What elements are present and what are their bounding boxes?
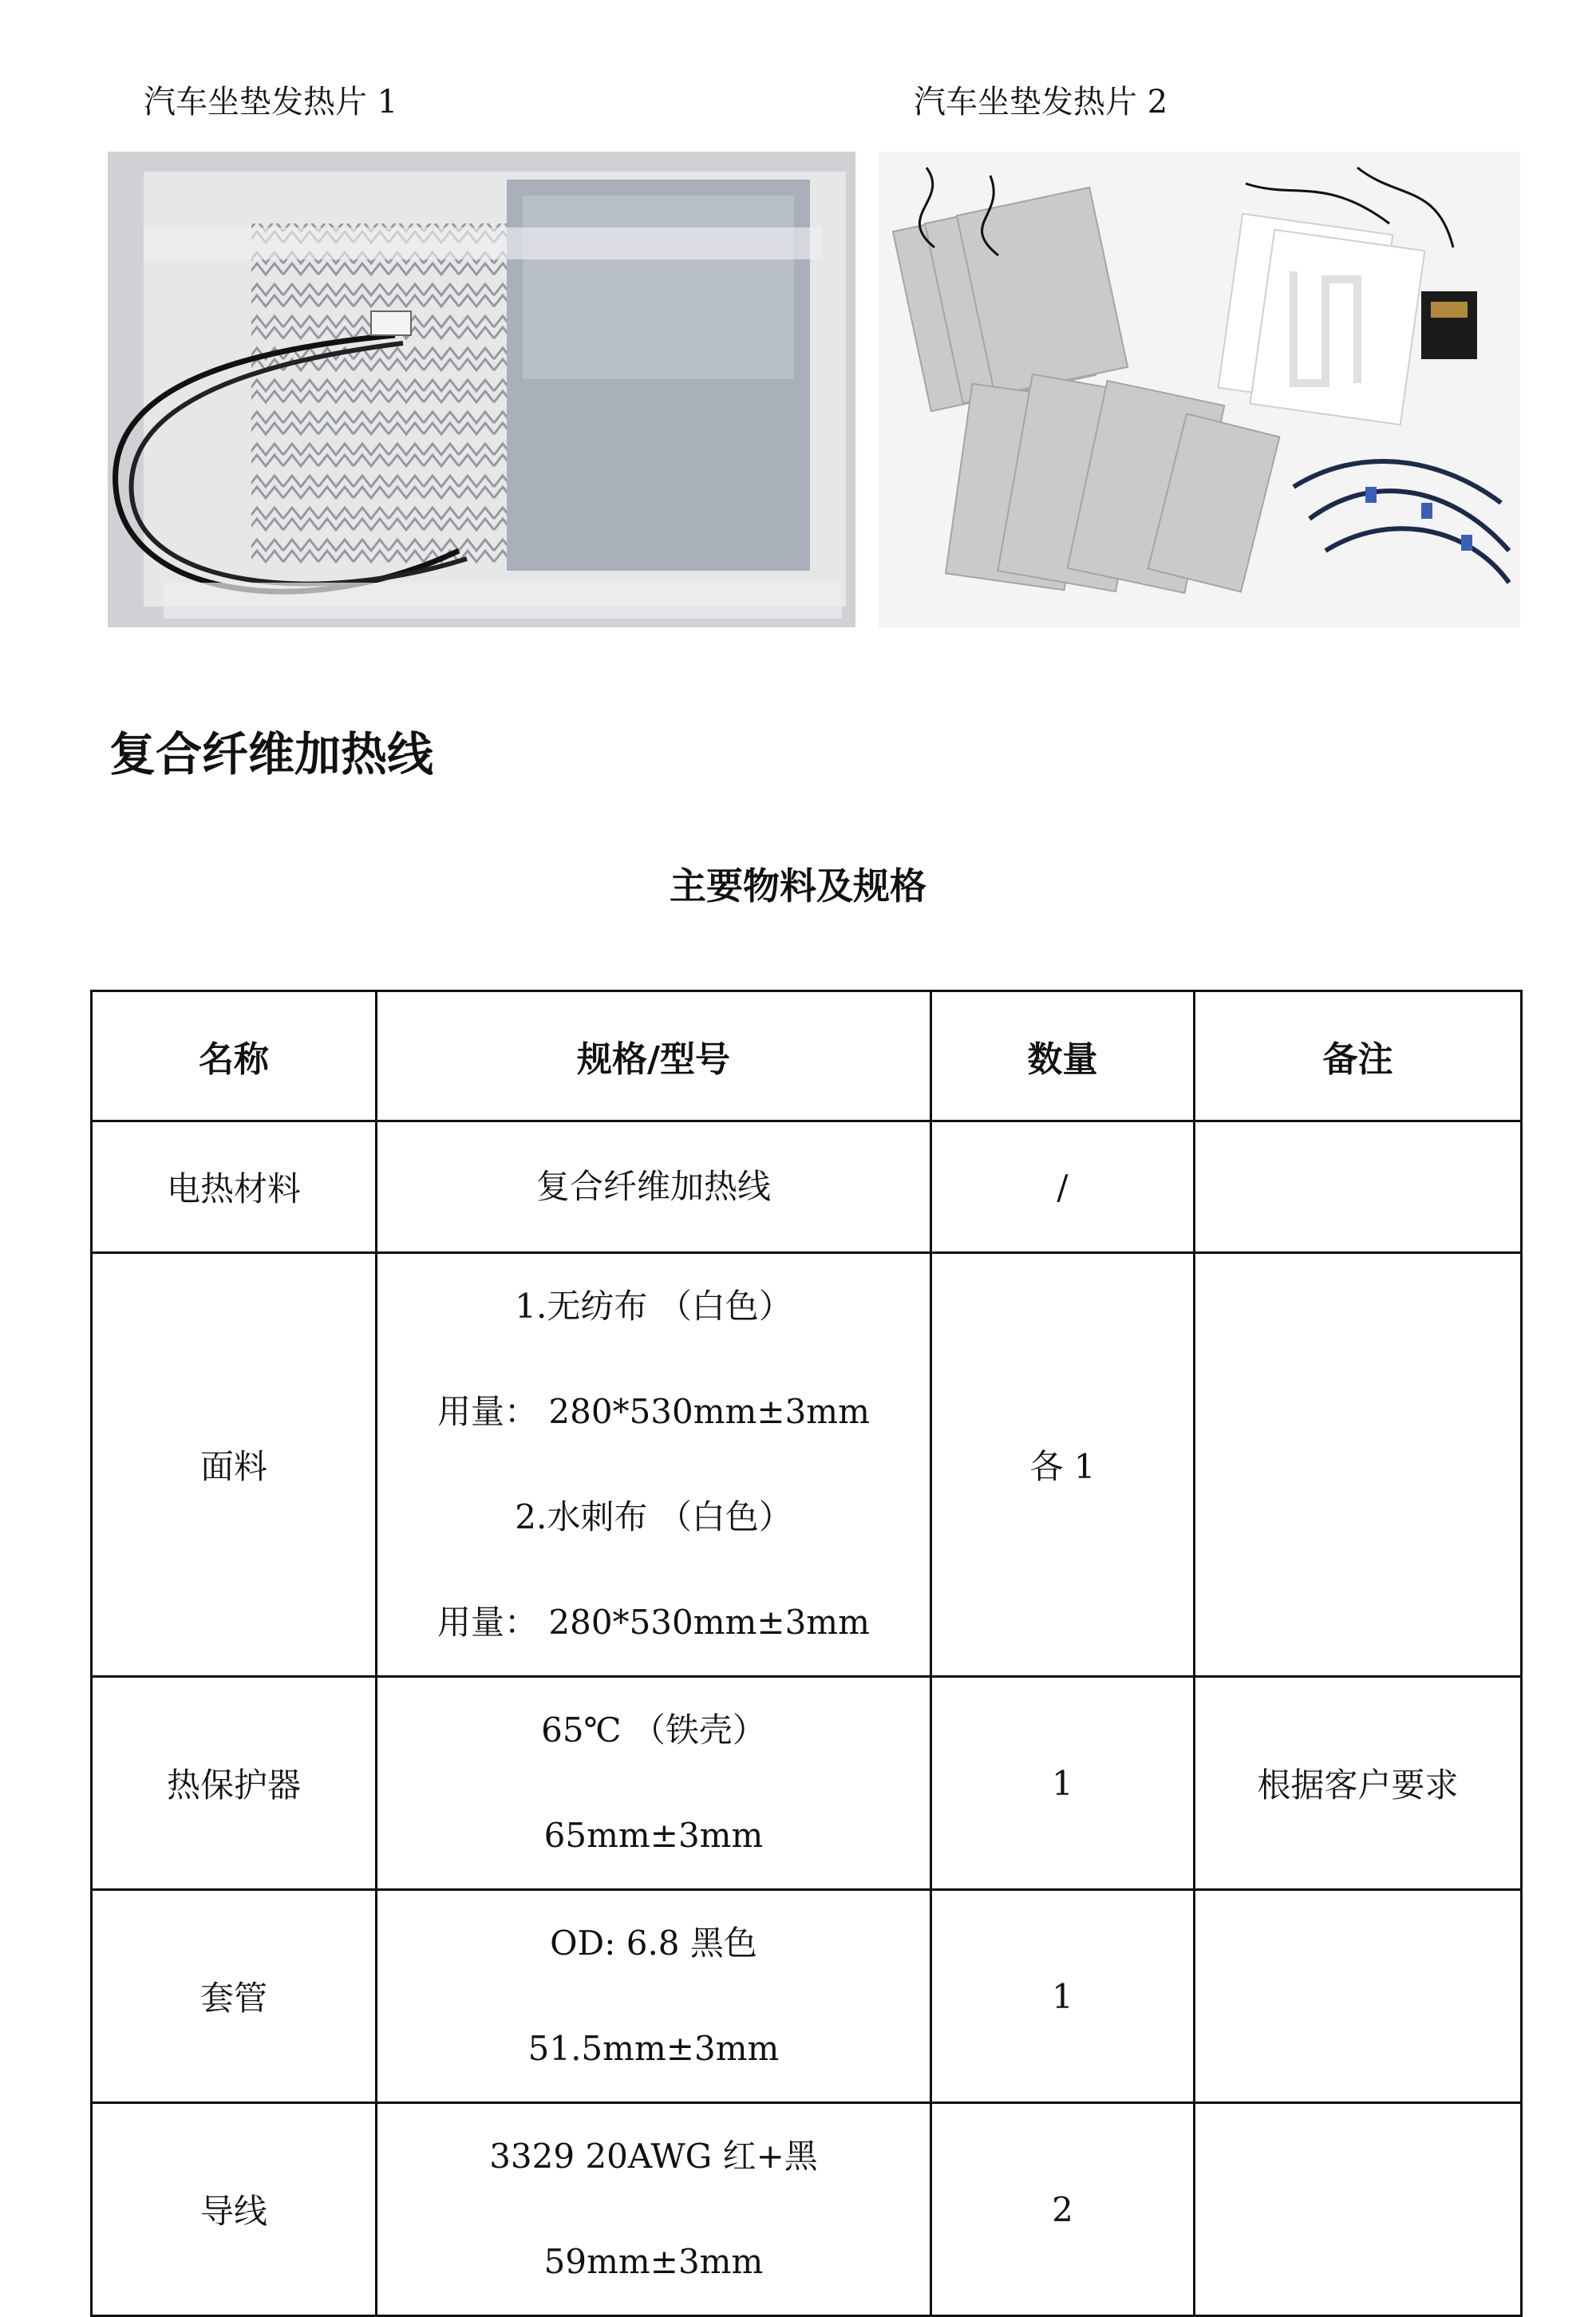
cell-note bbox=[1195, 1253, 1522, 1677]
spec-line: 65℃ （铁壳） bbox=[541, 1710, 766, 1750]
table-row bbox=[92, 1890, 1522, 2103]
section-title: 复合纤维加热线 bbox=[109, 727, 434, 781]
seat-heater-photo-1 bbox=[108, 152, 855, 627]
spec-line: 用量： 280*530mm±3mm bbox=[437, 1392, 870, 1431]
table-row bbox=[92, 1677, 1522, 1890]
table-row bbox=[92, 1253, 1522, 1677]
cell-name: 电热材料 bbox=[92, 1121, 377, 1253]
spec-line: 3329 20AWG 红+黑 bbox=[489, 2137, 818, 2176]
cell-name: 热保护器 bbox=[92, 1677, 377, 1890]
spec-line: 2.水刺布 （白色） bbox=[515, 1497, 792, 1536]
cell-note bbox=[1195, 1890, 1522, 2103]
seat-heater-photo-2 bbox=[879, 152, 1520, 627]
cell-qty: / bbox=[931, 1121, 1195, 1253]
cell-name: 套管 bbox=[92, 1890, 377, 2103]
materials-spec-table bbox=[90, 990, 1523, 2317]
cell-name: 面料 bbox=[92, 1253, 377, 1677]
header-spec: 规格/型号 bbox=[377, 991, 931, 1121]
spec-line: 65mm±3mm bbox=[543, 1816, 764, 1855]
cell-note: 根据客户要求 bbox=[1195, 1677, 1522, 1890]
table-title: 主要物料及规格 bbox=[670, 864, 926, 907]
cell-name: 导线 bbox=[92, 2103, 377, 2316]
cell-spec bbox=[377, 1121, 931, 1253]
cell-spec bbox=[377, 2103, 931, 2316]
cell-qty: 1 bbox=[931, 1890, 1195, 2103]
cell-qty: 1 bbox=[931, 1677, 1195, 1890]
photo-caption-2: 汽车坐垫发热片 2 bbox=[914, 84, 1168, 121]
cell-spec bbox=[377, 1253, 931, 1677]
cell-note bbox=[1195, 1121, 1522, 1253]
cell-spec bbox=[377, 1677, 931, 1890]
header-note: 备注 bbox=[1195, 991, 1522, 1121]
header-qty: 数量 bbox=[931, 991, 1195, 1121]
spec-line: 59mm±3mm bbox=[543, 2242, 764, 2281]
photo-caption-1: 汽车坐垫发热片 1 bbox=[144, 84, 398, 121]
spec-line: OD: 6.8 黑色 bbox=[550, 1924, 757, 1963]
cell-note bbox=[1195, 2103, 1522, 2316]
spec-line: 复合纤维加热线 bbox=[535, 1167, 771, 1206]
spec-line: 1.无纺布 （白色） bbox=[515, 1287, 792, 1326]
table-row bbox=[92, 2103, 1522, 2316]
table-row bbox=[92, 1121, 1522, 1253]
cell-qty: 各 1 bbox=[931, 1253, 1195, 1677]
table-header-row bbox=[92, 991, 1522, 1121]
spec-line: 用量： 280*530mm±3mm bbox=[437, 1603, 870, 1642]
cell-spec bbox=[377, 1890, 931, 2103]
header-name: 名称 bbox=[92, 991, 377, 1121]
spec-line: 51.5mm±3mm bbox=[527, 2029, 780, 2068]
cell-qty: 2 bbox=[931, 2103, 1195, 2316]
